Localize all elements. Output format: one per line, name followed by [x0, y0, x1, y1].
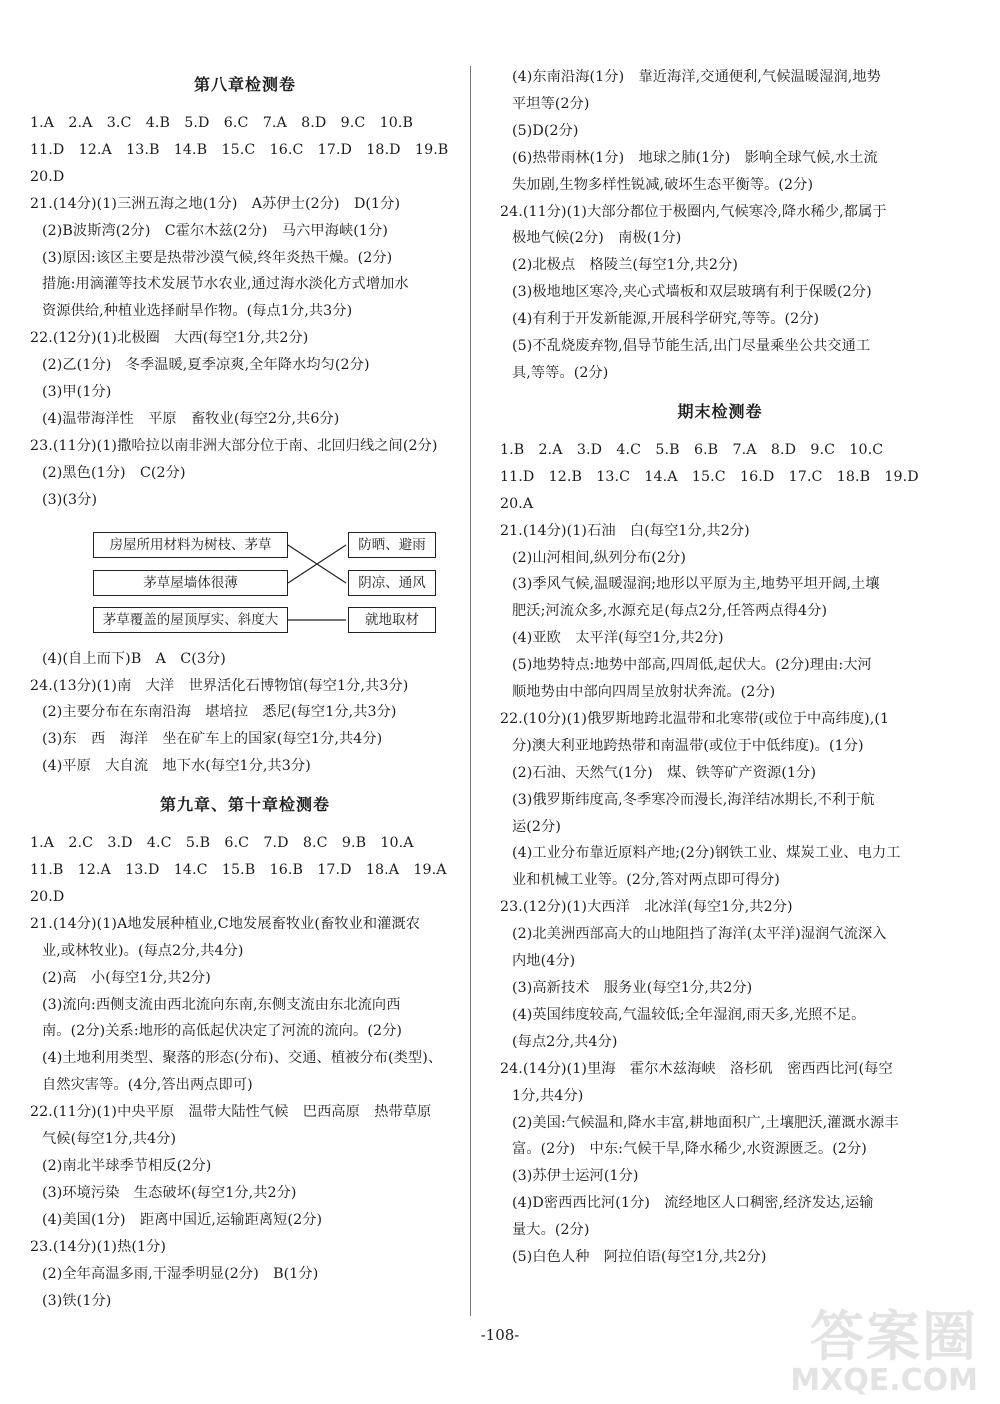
answer-line: (2)B波斯湾(2分) C霍尔木兹(2分) 马六甲海峡(1分) — [42, 222, 388, 239]
answer-line: 自然灾害等。(4分,答出两点即可) — [42, 1077, 253, 1094]
answer-line: 运(2分) — [512, 818, 561, 835]
watermark — [790, 1305, 978, 1398]
answer-line: 11.B 12.A 13.D 14.C 15.B 16.B 17.D 18.A 19.A — [30, 862, 447, 879]
answer-line: 11.D 12.B 13.C 14.A 15.C 16.D 17.C 18.B 19.D — [500, 468, 919, 485]
section-title-chapter8: 第八章检测卷 — [193, 75, 296, 94]
effect-box: 阴凉、通风 — [348, 570, 436, 596]
answer-line: 1.A 2.C 3.D 4.C 5.B 6.C 7.D 8.C 9.B 10.A — [30, 835, 414, 852]
answer-line: (2)主要分布在东南沿海 堪培拉 悉尼(每空1分,共3分) — [42, 704, 397, 721]
matching-diagram — [30, 528, 460, 638]
answer-line: (5)D(2分) — [512, 122, 579, 139]
answer-line: (3)季风气候,温暖湿润;地形以平原为主,地势平坦开阔,土壤 — [512, 576, 880, 593]
answer-line: 平坦等(2分) — [512, 95, 590, 112]
answer-line: 具,等等。(2分) — [512, 364, 609, 381]
answer-line: 21.(14分)(1)三洲五海之地(1分) A苏伊士(2分) D(1分) — [30, 195, 401, 212]
answer-line: (3)俄罗斯纬度高,冬季寒冷而漫长,海洋结冰期长,不利于航 — [512, 791, 875, 808]
watermark-url: MXQE.COM — [790, 1363, 978, 1398]
answer-line: 量大。(2分) — [512, 1222, 590, 1239]
answer-line: (2)黑色(1分) C(2分) — [42, 464, 186, 481]
answer-line: (2)乙(1分) 冬季温暖,夏季凉爽,全年降水均匀(2分) — [42, 357, 370, 374]
answer-line: (3)极地地区寒冷,夹心式墙板和双层玻璃有利于保暖(2分) — [512, 284, 872, 301]
left-column — [30, 60, 460, 1314]
answer-line: 南。(2分)关系:地形的高低起伏决定了河流的流向。(2分) — [42, 1023, 402, 1040]
chapter8-answers-continued — [30, 646, 460, 781]
right-column — [500, 64, 940, 1271]
answer-line: (3)(3分) — [42, 491, 98, 508]
answer-line: 失加剧,生物多样性锐减,破坏生态平衡等。(2分) — [512, 176, 814, 193]
cause-box: 茅草覆盖的屋顶厚实、斜度大 — [93, 607, 288, 633]
answer-line: 资源供给,种植业选择耐旱作物。(每点1分,共3分) — [42, 303, 353, 320]
answer-line: (2)北美洲西部高大的山地阻挡了海洋(太平洋)湿润气流深入 — [512, 926, 887, 943]
answer-line: (5)不乱烧废弃物,倡导节能生活,出门尽量乘坐公共交通工 — [512, 338, 871, 355]
answer-line: (5)白色人种 阿拉伯语(每空1分,共2分) — [512, 1249, 767, 1266]
answer-line: (4)英国纬度较高,气温较低;全年湿润,雨天多,光照不足。 — [512, 1006, 866, 1023]
chapter9-10-answers-continued — [500, 64, 940, 387]
answer-line: 23.(11分)(1)撒哈拉以南非洲大部分位于南、北回归线之间(2分) — [30, 437, 438, 454]
answer-line: (3)东 西 海洋 坐在矿车上的国家(每空1分,共4分) — [42, 731, 383, 748]
page-number: -108- — [480, 1326, 520, 1344]
answer-line: 20.A — [500, 495, 534, 512]
answer-line: (3)环境污染 生态破坏(每空1分,共2分) — [42, 1184, 297, 1201]
answer-line: (2)北极点 格陵兰(每空1分,共2分) — [512, 257, 738, 274]
answer-line: 分)澳大利亚地跨热带和南温带(或位于中低纬度)。(1分) — [512, 737, 864, 754]
answer-line: (4)土地利用类型、聚落的形态(分布)、交通、植被分布(类型)、 — [42, 1050, 443, 1067]
answer-line: 富。(2分) 中东:气候干旱,降水稀少,水资源匮乏。(2分) — [512, 1141, 867, 1158]
answer-line: 顺地势由中部向四周呈放射状奔流。(2分) — [512, 684, 776, 701]
answer-line: (2)高 小(每空1分,共2分) — [42, 969, 211, 986]
answer-line: 20.D — [30, 168, 65, 185]
effect-box: 就地取材 — [348, 607, 436, 633]
answer-line: (2)全年高温多雨,干湿季明显(2分) B(1分) — [42, 1265, 319, 1282]
answer-line: 业,或林牧业)。(每点2分,共4分) — [42, 942, 244, 959]
answer-line: (5)地势特点:地势中部高,四周低,起伏大。(2分)理由:大河 — [512, 657, 872, 674]
answer-line: 极地气候(2分) 南极(1分) — [512, 230, 682, 247]
answer-line: 措施:用滴灌等技术发展节水农业,通过海水淡化方式增加水 — [42, 276, 409, 293]
cause-box: 茅草屋墙体很薄 — [93, 570, 288, 596]
answer-line: 23.(12分)(1)大西洋 北冰洋(每空1分,共2分) — [500, 899, 793, 916]
answer-line: 24.(11分)(1)大部分都位于极圈内,气候寒冷,降水稀少,都属于 — [500, 203, 887, 220]
answer-line: (2)石油、天然气(1分) 煤、铁等矿产资源(1分) — [512, 764, 817, 781]
answer-line: 1.A 2.A 3.C 4.B 5.D 6.C 7.A 8.D 9.C 10.B — [30, 115, 413, 131]
answer-line: (4)亚欧 太平洋(每空1分,共2分) — [512, 630, 724, 647]
answer-line: 业和机械工业等。(2分,答对两点即可得分) — [512, 872, 780, 889]
answer-line: (2)南北半球季节相反(2分) — [42, 1158, 212, 1174]
answer-line: 21.(14分)(1)石油 白(每空1分,共2分) — [500, 522, 750, 539]
chapter9-10-answers — [30, 830, 460, 1314]
answer-line: (每点2分,共4分) — [512, 1033, 618, 1050]
answer-line: 23.(14分)(1)热(1分) — [30, 1238, 167, 1255]
answer-line: 21.(14分)(1)A地发展种植业,C地发展畜牧业(畜牧业和灌溉农 — [30, 915, 421, 932]
answer-line: 22.(10分)(1)俄罗斯地跨北温带和北寒带(或位于中高纬度),(1 — [500, 710, 890, 727]
chapter8-answers — [30, 110, 460, 514]
answer-line: 22.(11分)(1)中央平原 温带大陆性气候 巴西高原 热带草原 — [30, 1104, 432, 1121]
answer-line: 22.(12分)(1)北极圈 大西(每空1分,共2分) — [30, 330, 309, 347]
answer-line: 24.(13分)(1)南 大洋 世界活化石博物馆(每空1分,共3分) — [30, 677, 409, 694]
answer-line: 肥沃;河流众多,水源充足(每点2分,任答两点得4分) — [512, 603, 828, 620]
answer-line: 11.D 12.A 13.B 14.B 15.C 16.C 17.D 18.D 19.B — [30, 141, 449, 158]
answer-line: (4)(自上而下)B A C(3分) — [42, 650, 226, 667]
answer-line: 1分,共4分) — [512, 1087, 584, 1104]
section-title-final-exam: 期末检测卷 — [677, 401, 763, 421]
final-exam-answers — [500, 437, 940, 1271]
answer-line: (4)工业分布靠近原料产地;(2分)钢铁工业、煤炭工业、电力工 — [512, 845, 901, 862]
answer-line: (4)平原 大自流 地下水(每空1分,共3分) — [42, 758, 311, 775]
answer-line: 内地(4分) — [512, 953, 576, 970]
answer-line: (3)高新技术 服务业(每空1分,共2分) — [512, 980, 753, 996]
answer-line: (6)热带雨林(1分) 地球之肺(1分) 影响全球气候,水土流 — [512, 149, 878, 166]
answer-line: (4)东南沿海(1分) 靠近海洋,交通便利,气候温暖湿润,地势 — [512, 69, 881, 85]
answer-line: 气候(每空1分,共4分) — [42, 1131, 177, 1148]
answer-line: (4)有利于开发新能源,开展科学研究,等等。(2分) — [512, 311, 820, 328]
answer-line: (4)温带海洋性 平原 畜牧业(每空2分,共6分) — [42, 410, 340, 427]
answer-line: (3)铁(1分) — [42, 1292, 112, 1309]
column-divider — [470, 66, 471, 1316]
answer-line: (4)美国(1分) 距离中国近,运输距离短(2分) — [42, 1211, 323, 1228]
cause-box: 房屋所用材料为树枝、茅草 — [93, 532, 288, 558]
answer-line: 24.(14分)(1)里海 霍尔木兹海峡 洛杉矶 密西西比河(每空 — [500, 1060, 893, 1077]
answer-line: 1.B 2.A 3.D 4.C 5.B 6.B 7.A 8.D 9.C 10.C — [500, 441, 884, 458]
answer-line: (2)美国:气候温和,降水丰富,耕地面积广,土壤肥沃,灌溉水源丰 — [512, 1114, 899, 1131]
answer-line: (4)D密西西比河(1分) 流经地区人口稠密,经济发达,运输 — [512, 1195, 874, 1212]
answer-line: (3)甲(1分) — [42, 384, 112, 401]
answer-line: (3)苏伊士运河(1分) — [512, 1168, 639, 1185]
answer-line: (3)原因:该区主要是热带沙漠气候,终年炎热干燥。(2分) — [42, 249, 393, 266]
section-title-chapter9-10: 第九章、第十章检测卷 — [159, 795, 330, 815]
watermark-logo: 答案圈 — [810, 1305, 978, 1368]
effect-box: 防晒、避雨 — [348, 532, 436, 558]
answer-line: (2)山河相间,纵列分布(2分) — [512, 549, 686, 566]
answer-line: (3)流向:西侧支流由西北流向东南,东侧支流由东北流向西 — [42, 996, 401, 1013]
answer-line: 20.D — [30, 888, 65, 905]
